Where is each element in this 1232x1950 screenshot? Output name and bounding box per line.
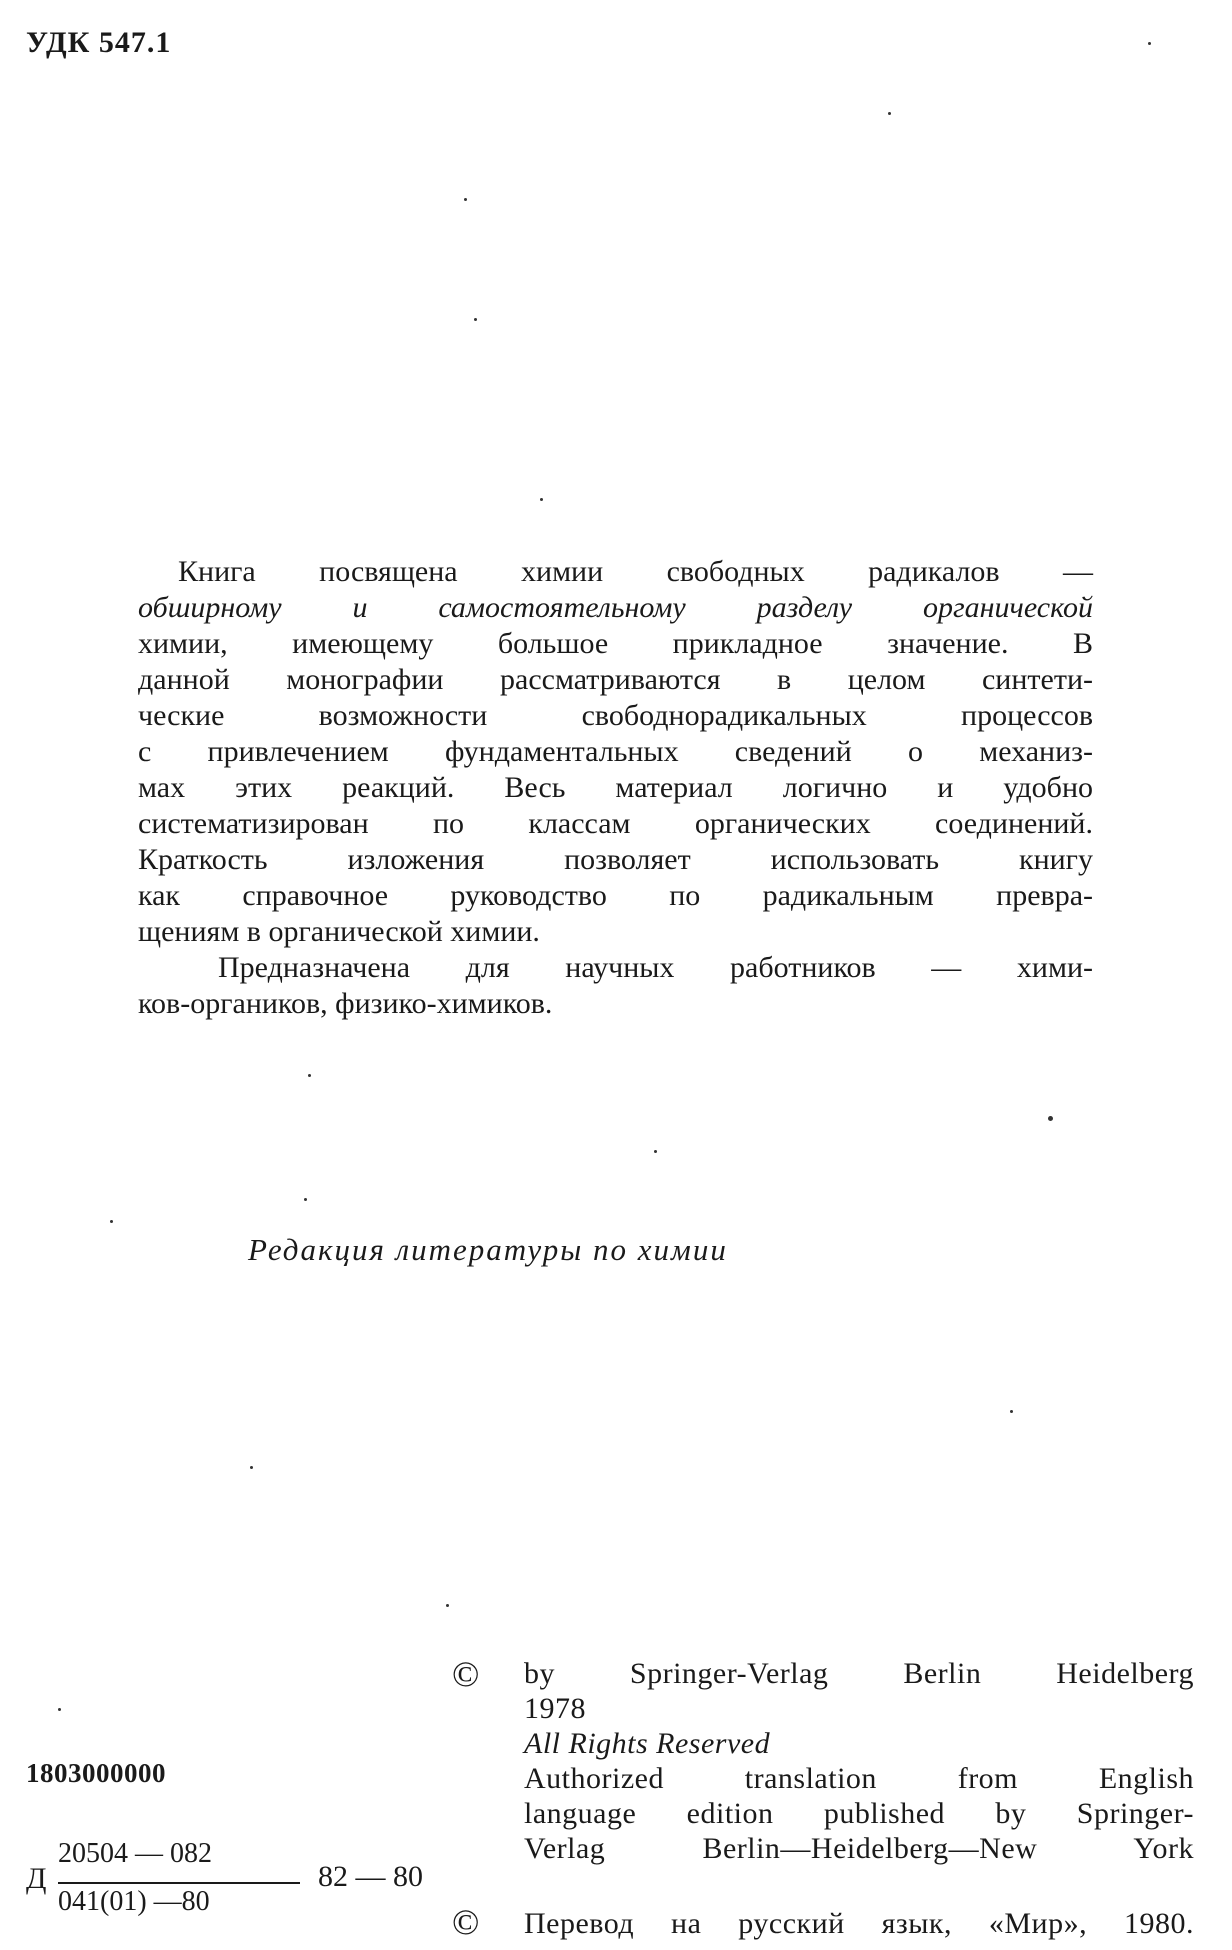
- fraction-bar: [58, 1882, 300, 1884]
- abstract-line: данной монографии рассматриваются в целом синтети-: [138, 663, 1093, 696]
- scan-speck: [474, 318, 477, 321]
- scan-speck: [888, 112, 891, 115]
- copyright-line: 1978: [524, 1692, 586, 1725]
- publication-code: 1803000000: [26, 1758, 166, 1788]
- abstract-line: мах этих реакций. Весь материал логично и удобно: [138, 771, 1093, 804]
- scan-speck: [304, 1198, 307, 1201]
- copyright-icon: ©: [452, 1654, 480, 1694]
- editorial-office: Редакция литературы по химии: [248, 1232, 728, 1267]
- scan-speck: [464, 198, 467, 201]
- scan-speck: [654, 1150, 657, 1153]
- udk-classification: УДК 547.1: [26, 26, 172, 59]
- scan-speck: [446, 1604, 449, 1607]
- copyright-line: All Rights Reserved: [524, 1727, 771, 1760]
- abstract-line: как справочное руководство по радикальным превра-: [138, 879, 1093, 912]
- scan-speck: [250, 1466, 253, 1469]
- index-denominator: 041(01) —80: [58, 1886, 210, 1917]
- scan-speck: [1048, 1116, 1053, 1121]
- audience-paragraph: [138, 950, 1093, 1022]
- abstract-line: с привлечением фундаментальных сведений о механиз-: [138, 735, 1093, 768]
- abstract-line: обширному и самостоятельному разделу органической: [138, 591, 1093, 624]
- copyright-icon: ©: [452, 1902, 480, 1942]
- index-tail: 82 — 80: [318, 1860, 423, 1893]
- scan-speck: [308, 1074, 311, 1077]
- copyright-line: language edition published by Springer-: [524, 1797, 1194, 1830]
- scan-speck: [540, 498, 543, 501]
- abstract-section: [138, 554, 1093, 1022]
- abstract-paragraph: [138, 554, 1093, 950]
- scan-speck: [58, 1708, 61, 1711]
- abstract-line: химии, имеющему большое прикладное значение. В: [138, 627, 1093, 660]
- abstract-line: ческие возможности свободнорадикальных процессов: [138, 699, 1093, 732]
- index-letter: Д: [26, 1862, 47, 1895]
- abstract-line: Краткость изложения позволяет использовать книгу: [138, 843, 1093, 876]
- copyright-original: [524, 1656, 1194, 1866]
- abstract-line: щениям в органической химии.: [138, 915, 540, 948]
- index-numerator: 20504 — 082: [58, 1838, 212, 1869]
- copyright-line: Verlag Berlin—Heidelberg—New York: [524, 1832, 1194, 1865]
- scan-speck: [1010, 1410, 1013, 1413]
- audience-line: ков-органиков, физико-химиков.: [138, 987, 553, 1020]
- abstract-line: Книга посвящена химии свободных радикалов —: [178, 555, 1093, 588]
- scan-speck: [110, 1220, 113, 1223]
- translation-line: Перевод на русский язык, «Мир», 1980.: [524, 1907, 1194, 1940]
- abstract-line: систематизирован по классам органических соединений.: [138, 807, 1093, 840]
- copyright-line: by Springer-Verlag Berlin Heidelberg: [524, 1657, 1194, 1690]
- copyright-line: Authorized translation from English: [524, 1762, 1194, 1795]
- publication-index: [26, 1838, 436, 1938]
- copyright-translation: [524, 1906, 1194, 1941]
- audience-line: Предназначена для научных работников — хими-: [218, 951, 1093, 984]
- scan-speck: [1148, 42, 1151, 45]
